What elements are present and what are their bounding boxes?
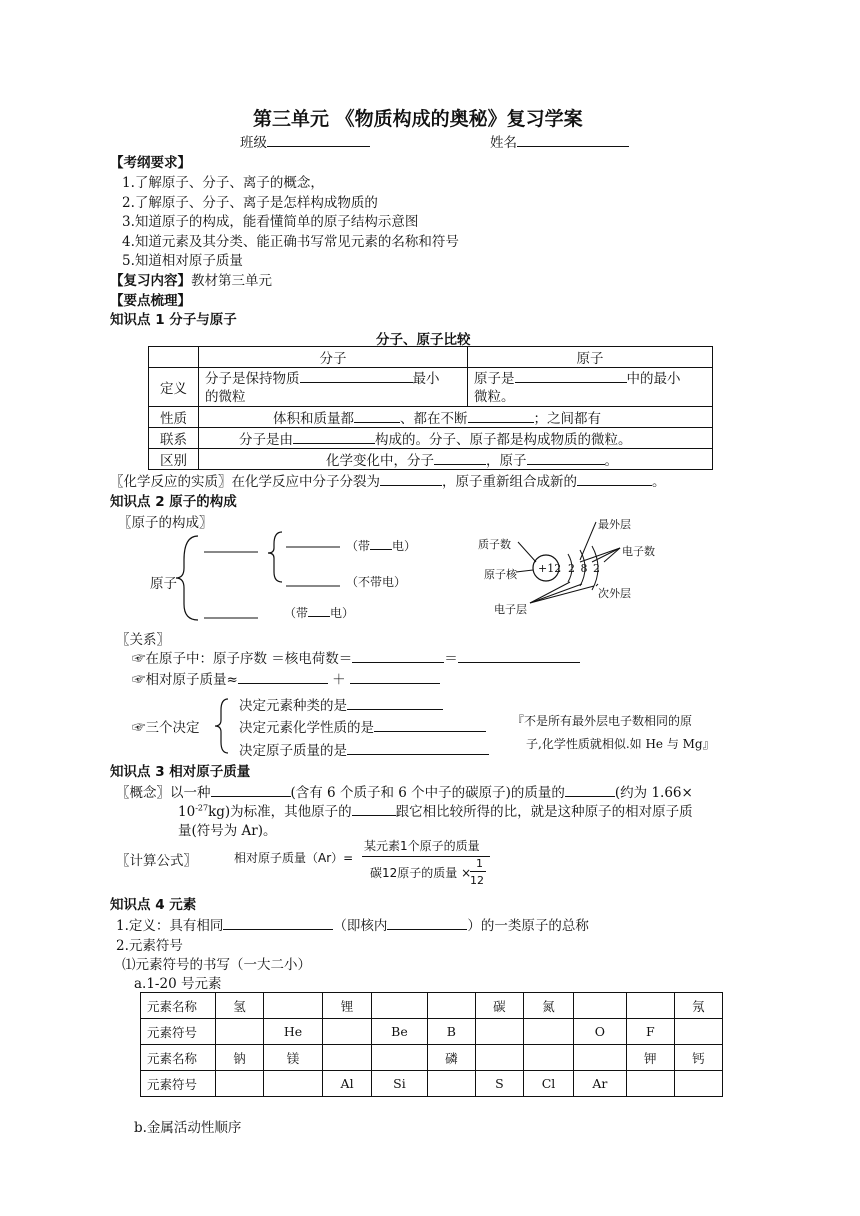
element-cell: Si [372,1071,428,1097]
atom-structure-label: 〖原子的构成〗 [118,515,213,531]
class-field [240,131,370,151]
electron-shell-label: 电子层 [494,603,527,616]
text: 电） [330,606,355,620]
text: ，原子重新组合成新的 [442,474,577,490]
note-line-2: 子,化学性质就相似.如 He 与 Mg』 [526,737,715,751]
text: 原子是 [474,370,515,387]
element-cell[interactable] [626,993,674,1019]
symbol-writing: ⑴元素符号的书写（一大二小） [122,957,311,973]
inner-brace [268,532,282,582]
row-header-cell: 元素名称 [141,1045,216,1071]
kp3-heading: 知识点 3 相对原子质量 [110,764,251,780]
element-cell[interactable] [475,1045,523,1071]
element-cell: 氖 [674,993,722,1019]
proton-charge [346,537,416,554]
blank[interactable] [223,916,333,930]
text: kg)为标准，其他原子的 [208,804,352,820]
text: (含有 6 个质子和 6 个中子的碳原子)的质量的 [290,785,565,801]
page-title: 第三单元 《物质构成的奥秘》复习学案 [253,108,583,130]
comparison-table-title: 分子、原子比较 [376,332,471,348]
col-header-molecule: 分子 [199,347,468,368]
row-label-property: 性质 [149,407,199,428]
row-label-link: 联系 [149,428,199,449]
neutron-charge: （不带电） [346,575,407,589]
text: 。 [652,474,666,490]
kp1-heading: 知识点 1 分子与原子 [110,312,237,328]
element-cell: F [626,1019,674,1045]
property-cell [199,407,713,428]
blank[interactable] [458,649,580,663]
blank[interactable] [308,605,330,617]
blank[interactable] [354,409,400,423]
decide-1 [239,694,443,714]
pointer-line [580,548,620,562]
table-row [141,993,723,1019]
row-label-difference: 区别 [149,449,199,470]
blank[interactable] [347,696,443,710]
definition-molecule-cell [199,368,468,407]
electron-charge [284,604,354,621]
text: 〖概念〗以一种 [116,785,211,801]
element-cell[interactable] [216,1019,264,1045]
name-field [490,131,629,151]
text: （即核内 [333,918,388,934]
blank[interactable] [577,472,652,486]
text: 分子是保持物质 [205,370,300,387]
formula-numerator: 某元素1个原子的质量 [364,839,480,853]
text: (约为 1.66× [614,785,693,801]
element-cell: Be [372,1019,428,1045]
reaction-essence [110,470,666,490]
kp4-heading: 知识点 4 元素 [110,897,197,913]
text: 最小 [412,370,440,387]
element-cell[interactable] [427,993,475,1019]
element-cell: 钾 [626,1045,674,1071]
row-header-cell: 元素符号 [141,1019,216,1045]
molecule-atom-table [148,346,713,470]
name-blank[interactable] [517,133,629,147]
element-cell[interactable] [573,1045,626,1071]
text: 10 [178,804,196,820]
element-cell: He [264,1019,323,1045]
element-cell: 镁 [264,1045,323,1071]
sub-a: a.1-20 号元素 [134,976,222,992]
text: （带 [284,606,309,620]
syllabus-item: 5.知道相对原子质量 [122,253,243,269]
relation-2 [132,668,440,688]
element-cell[interactable] [372,993,428,1019]
element-cell[interactable] [523,1045,573,1071]
element-cell[interactable] [427,1071,475,1097]
element-cell: B [427,1019,475,1045]
text: 决定元素化学性质的是 [239,720,374,736]
text: 中的最小 [626,370,681,387]
text: ＋ [332,672,346,688]
nucleus-label: 原子核 [484,568,517,581]
text: 构成的。分子、原子都是构成物质的微粒。 [375,432,632,448]
text: 化学变化中，分子 [326,453,434,469]
row-header-cell: 元素符号 [141,1071,216,1097]
text: 〖化学反应的实质〗在化学反应中分子分裂为 [110,474,380,490]
row-label-definition: 定义 [149,368,199,407]
text: 微粒。 [474,388,515,405]
three-decide-label: ☞三个决定 [132,720,200,736]
text: ）的一类原子的总称 [467,918,589,934]
blank[interactable] [374,718,486,732]
sub-b: b.金属活动性顺序 [134,1120,242,1136]
atom-label: 原子 [150,576,177,592]
symbol-title: 2.元素符号 [116,938,183,954]
blank[interactable] [387,916,467,930]
syllabus-item: 1.了解原子、分子、离子的概念， [122,175,324,191]
element-cell: 碳 [475,993,523,1019]
blank[interactable] [211,783,291,797]
element-cell[interactable] [475,1019,523,1045]
pointer-line [516,570,533,572]
blank[interactable] [515,369,627,383]
formula-label: 〖计算公式〗 [116,853,197,869]
element-cell[interactable] [674,1071,722,1097]
blank[interactable] [350,670,440,684]
text: 1.定义：具有相同 [116,918,224,934]
class-label: 班级 [240,135,267,151]
concept-line-3: 量(符号为 Ar)。 [178,823,277,839]
pointer-line [530,584,582,603]
text: 的微粒 [205,388,246,405]
text: 分子是由 [239,432,293,448]
text: ＝ [444,651,458,667]
col-header-atom: 原子 [468,347,713,368]
brace-path [215,699,228,753]
blank[interactable] [293,430,375,444]
class-blank[interactable] [267,133,370,147]
text: ☞在原子中：原子序数 ＝核电荷数＝ [132,651,353,667]
kp2-heading: 知识点 2 原子的构成 [110,494,237,510]
text: ；之间都有 [533,411,601,427]
pointer-line [530,582,570,603]
blank[interactable] [352,802,396,816]
element-definition [116,914,589,934]
syllabus-item: 4.知道元素及其分类、能正确书写常见元素的名称和符号 [122,234,459,250]
formula-denominator: 碳12原子的质量 × [370,866,472,880]
element-cell: O [573,1019,626,1045]
pointer-line [530,586,594,603]
decide-3 [239,739,489,759]
element-cell: S [475,1071,523,1097]
concept-line-1 [116,781,693,801]
element-cell[interactable] [323,1019,372,1045]
exponent: -27 [195,803,209,813]
text: 体积和质量都 [273,411,354,427]
element-cell[interactable] [264,1071,323,1097]
blank[interactable] [347,741,489,755]
text: 。 [604,453,618,469]
small-fraction-bar [470,871,486,872]
small-frac-den: 12 [470,874,484,887]
table-row [141,1071,723,1097]
element-cell[interactable] [264,993,323,1019]
table-row [141,1045,723,1071]
element-cell[interactable] [674,1019,722,1045]
pointer-line [580,522,596,560]
blank[interactable] [468,409,534,423]
blank[interactable] [527,451,605,465]
syllabus-item: 3.知道原子的构成，能看懂简单的原子结构示意图 [122,214,419,230]
decide-brace [212,696,232,756]
small-frac-num: 1 [476,857,483,870]
review-text: 教材第三单元 [191,273,272,289]
text: ☞相对原子质量≈ [132,672,238,688]
outermost-shell-label: 最外层 [598,518,631,531]
text: ，原子 [486,453,527,469]
text: 跟它相比较所得的比，就是这种原子的相对原子质 [395,804,693,820]
review-heading: 【复习内容】 [110,273,191,289]
blank[interactable] [352,649,444,663]
element-cell[interactable] [216,1071,264,1097]
note-line-1: 『不是所有最外层电子数相同的原 [512,714,693,728]
difference-cell [199,449,713,470]
concept-line-2 [178,800,693,820]
text: 决定原子质量的是 [239,743,347,759]
element-cell: 钙 [674,1045,722,1071]
element-cell: Cl [523,1071,573,1097]
fraction-bar [362,856,490,857]
text: （带 [346,539,371,553]
proton-number-label: 质子数 [478,538,511,551]
syllabus-heading: 【考纲要求】 [110,155,191,171]
electron-number-label: 电子数 [622,545,655,558]
review-line [110,269,272,289]
element-cell: 锂 [323,993,372,1019]
element-cell[interactable] [523,1019,573,1045]
text: 电） [392,539,417,553]
outer-brace [176,536,198,620]
blank[interactable] [300,369,413,383]
link-cell [199,428,713,449]
text: 决定元素种类的是 [239,698,347,714]
key-points-heading: 【要点梳理】 [110,293,191,309]
text: 、都在不断 [400,411,468,427]
syllabus-item: 2.了解原子、分子、离子是怎样构成物质的 [122,195,378,211]
formula-lhs: 相对原子质量（Ar）= [234,851,354,865]
nucleus-charge: +12 [538,562,562,575]
blank[interactable] [565,783,615,797]
blank[interactable] [380,472,442,486]
element-cell[interactable] [626,1071,674,1097]
name-label: 姓名 [490,135,517,151]
relation-1 [132,647,580,667]
table-row [141,1019,723,1045]
second-outer-shell-label: 次外层 [598,587,631,600]
element-cell: 氮 [523,993,573,1019]
definition-atom-cell [468,368,713,407]
table-corner [149,347,199,368]
row-header-cell: 元素名称 [141,993,216,1019]
element-cell: 磷 [427,1045,475,1071]
element-cell: Al [323,1071,372,1097]
blank[interactable] [434,451,486,465]
element-cell[interactable] [573,993,626,1019]
element-cell: 氢 [216,993,264,1019]
element-cell: Ar [573,1071,626,1097]
decide-2 [239,716,486,736]
shell-electrons: 2 8 2 [568,562,601,575]
element-table [140,992,723,1097]
blank[interactable] [238,670,328,684]
element-cell: 钠 [216,1045,264,1071]
relation-label: 〖关系〗 [116,632,170,648]
element-cell[interactable] [372,1045,428,1071]
element-cell[interactable] [323,1045,372,1071]
blank[interactable] [370,538,392,550]
pointer-line [518,542,536,562]
